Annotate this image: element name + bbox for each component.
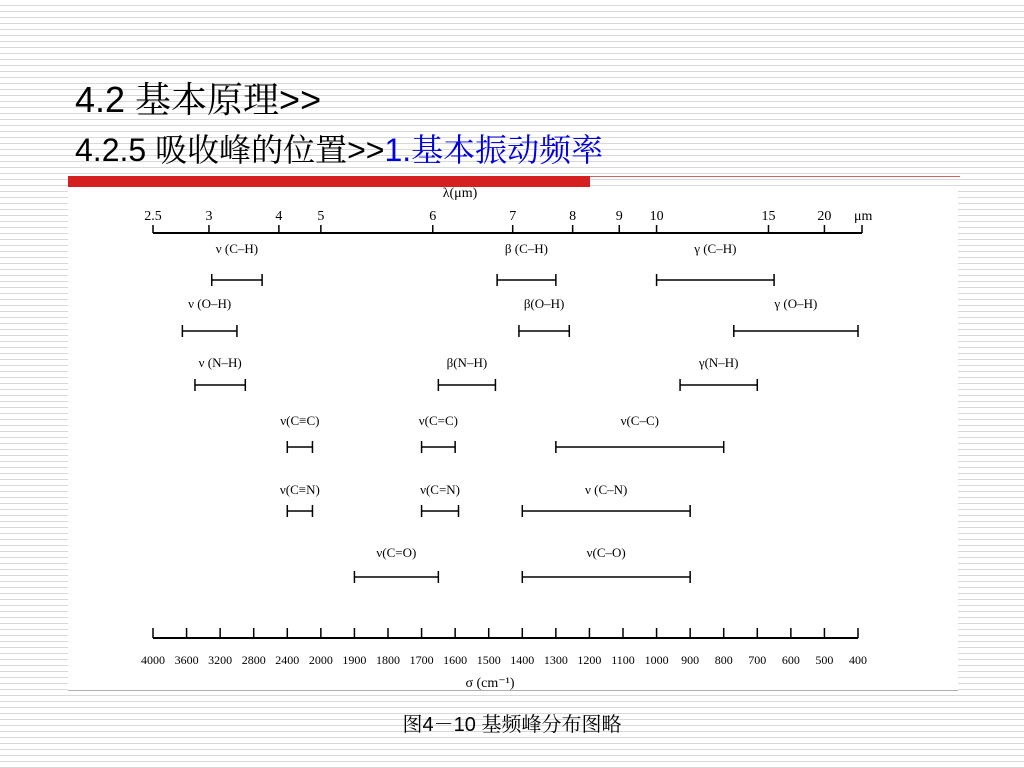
wavelength-tick-label: 3 — [205, 209, 213, 224]
band-label: ν (C–H) — [215, 241, 259, 256]
title-accent-bar — [68, 176, 590, 187]
band-label: ν(C–O) — [586, 545, 626, 560]
band-label: β (C–H) — [504, 241, 549, 256]
wavenumber-tick-label: 1500 — [476, 653, 501, 667]
wavelength-tick-label: 4 — [275, 209, 283, 224]
figure-panel — [68, 187, 958, 690]
wavelength-axis-title: λ(μm) — [442, 187, 478, 201]
band-label: ν (O–H) — [188, 296, 232, 311]
wavenumber-tick-label: 900 — [681, 653, 700, 667]
wavenumber-tick-label: 800 — [714, 653, 733, 667]
band-label: ν(C=O) — [376, 545, 417, 560]
band-label: ν(C≡N) — [279, 482, 320, 497]
slide-title: 4.2 基本原理>> — [75, 79, 322, 120]
wavelength-tick-label: 5 — [317, 209, 325, 224]
figure-caption: 图4－10 基频峰分布图略 — [402, 714, 622, 736]
wavenumber-tick-label: 1800 — [376, 653, 400, 667]
band-label: γ (C–H) — [694, 241, 737, 256]
wavelength-tick-label: 2.5 — [144, 209, 162, 224]
band-label: ν(C=C) — [418, 413, 458, 428]
wavelength-unit-label: μm — [854, 209, 873, 224]
band-label: β(O–H) — [523, 296, 565, 311]
wavenumber-tick-label: 400 — [849, 653, 867, 667]
wavenumber-tick-label: 2400 — [275, 653, 300, 667]
wavenumber-tick-label: 1600 — [443, 653, 468, 667]
band-label: ν(C≡C) — [280, 413, 320, 428]
band-label: β(N–H) — [446, 355, 488, 370]
wavenumber-tick-label: 1200 — [577, 653, 602, 667]
band-label: ν (N–H) — [198, 355, 242, 370]
subtitle-highlight: 1.基本振动频率 — [384, 132, 604, 168]
wavenumber-tick-label: 700 — [748, 653, 767, 667]
wavelength-tick-label: 7 — [509, 209, 517, 224]
wavelength-tick-label: 9 — [615, 209, 623, 224]
wavelength-tick-label: 6 — [429, 209, 437, 224]
wavenumber-tick-label: 2800 — [241, 653, 266, 667]
wavenumber-tick-label: 500 — [815, 653, 834, 667]
wavenumber-tick-label: 1900 — [342, 653, 367, 667]
band-label: ν(C=N) — [420, 482, 461, 497]
band-label: ν (C–N) — [585, 482, 628, 497]
band-label: ν(C–C) — [620, 413, 659, 428]
wavenumber-tick-label: 1700 — [409, 653, 434, 667]
wavenumber-tick-label: 1100 — [611, 653, 635, 667]
wavelength-tick-label: 20 — [817, 209, 832, 224]
band-label: γ (O–H) — [774, 296, 818, 311]
wavenumber-tick-label: 1000 — [644, 653, 669, 667]
wavenumber-tick-label: 3600 — [174, 653, 199, 667]
slide-subtitle — [75, 125, 603, 171]
wavenumber-tick-label: 1300 — [543, 653, 568, 667]
wavenumber-tick-label: 2000 — [308, 653, 333, 667]
vibration-frequency-chart — [68, 187, 958, 690]
wavenumber-tick-label: 3200 — [208, 653, 233, 667]
wavelength-tick-label: 10 — [649, 209, 664, 224]
title-divider-line — [590, 176, 960, 177]
wavenumber-tick-label: 1400 — [510, 653, 535, 667]
figure-divider-line — [68, 690, 958, 691]
wavelength-tick-label: 8 — [569, 209, 577, 224]
wavenumber-tick-label: 600 — [781, 653, 800, 667]
wavelength-tick-label: 15 — [761, 209, 776, 224]
wavenumber-axis-title: σ (cm⁻¹) — [465, 676, 515, 690]
wavenumber-tick-label: 4000 — [141, 653, 165, 667]
band-label: γ(N–H) — [698, 355, 739, 370]
subtitle-prefix: 4.2.5 吸收峰的位置>> — [75, 132, 385, 168]
